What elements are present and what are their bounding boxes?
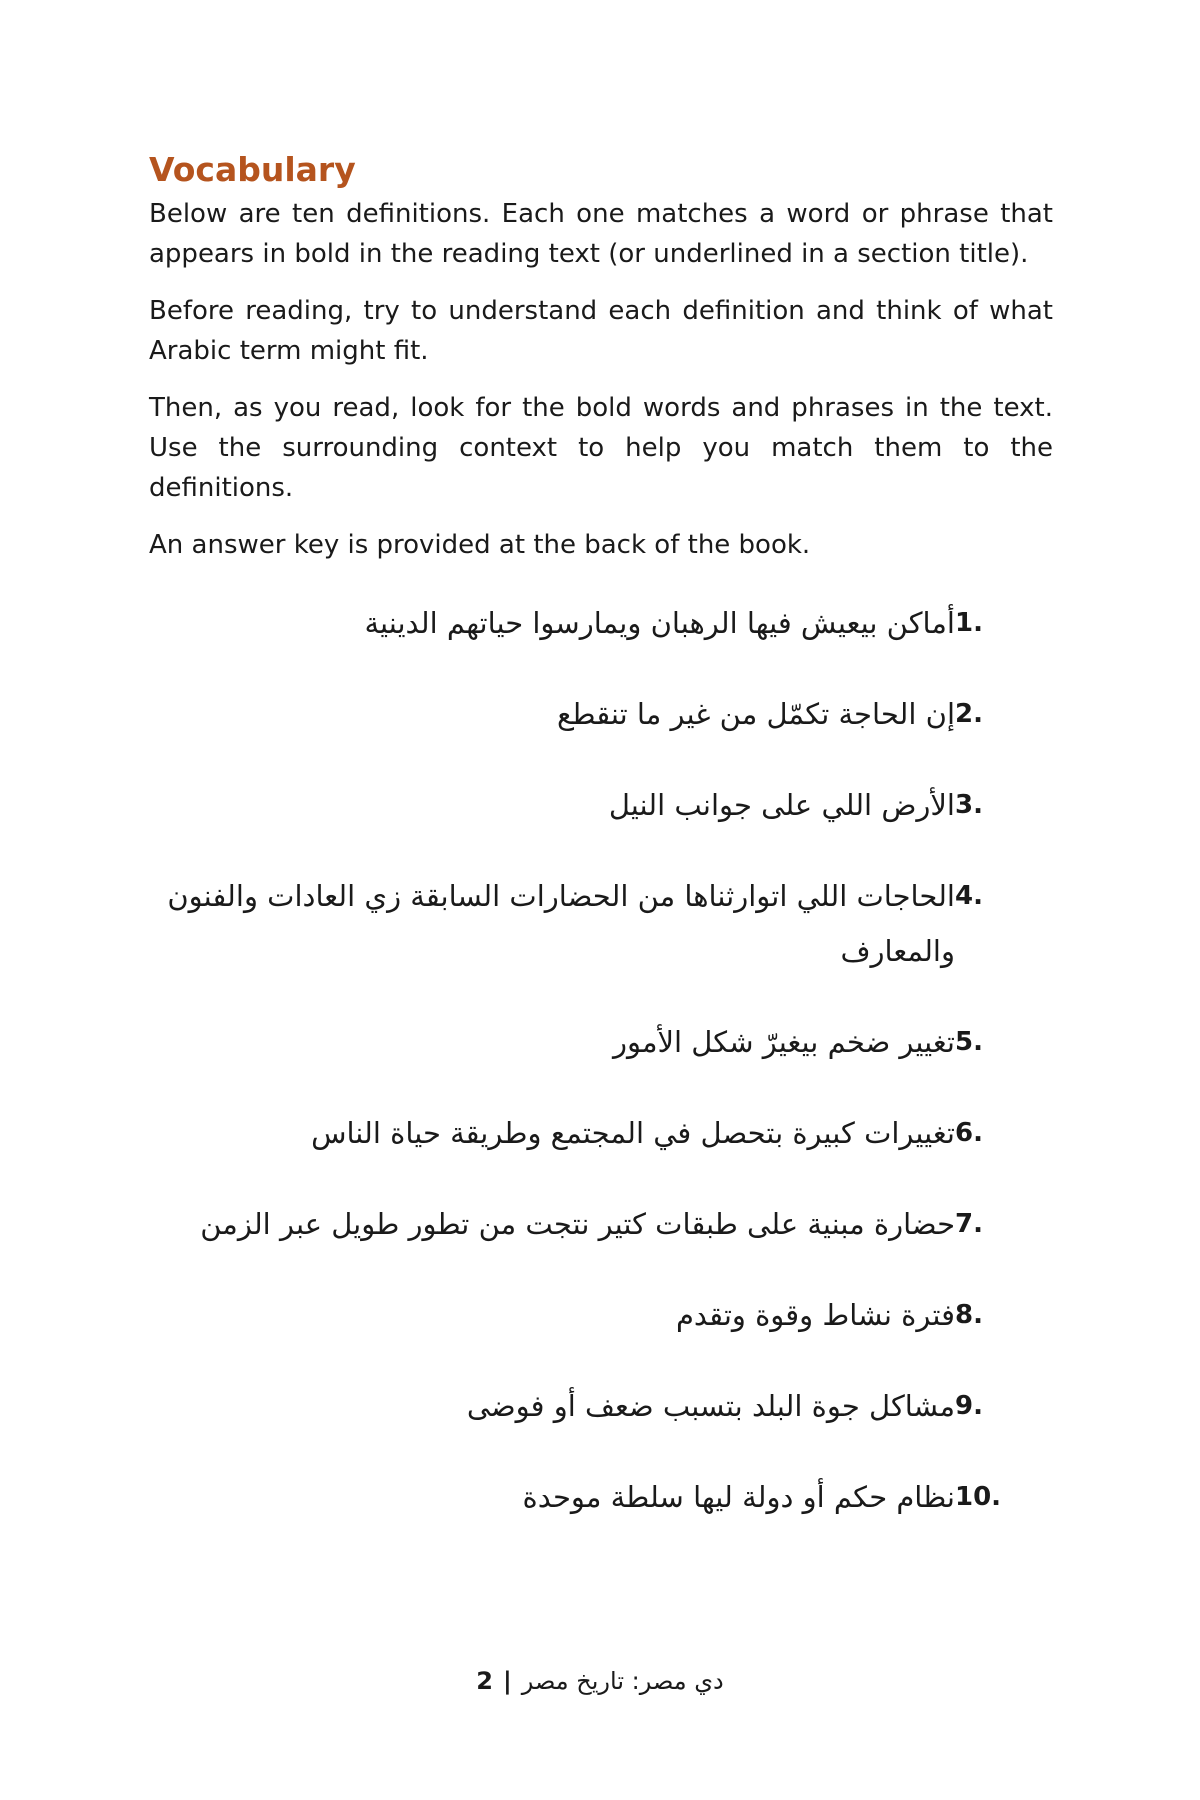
definition-number: 6. bbox=[955, 1118, 983, 1148]
intro-paragraph: Then, as you read, look for the bold words and phrases in the text. Use the surrounding context to help you match them to the definitions. bbox=[149, 393, 1053, 503]
definition-number: 3. bbox=[955, 790, 983, 820]
definition-text: فترة نشاط وقوة وتقدم bbox=[675, 1298, 955, 1332]
definition-text: حضارة مبنية على طبقات كتير نتجت من تطور طويل عبر الزمن bbox=[200, 1207, 955, 1241]
definition-number: 10. bbox=[955, 1482, 1002, 1512]
definition-item bbox=[150, 687, 1005, 742]
definition-item bbox=[150, 1197, 1005, 1252]
definition-text: إن الحاجة تكمّل من غير ما تنقطع bbox=[556, 697, 955, 731]
intro-paragraph: Before reading, try to understand each definition and think of what Arabic term might fit. bbox=[149, 296, 1053, 366]
definition-text: نظام حكم أو دولة ليها سلطة موحدة bbox=[522, 1480, 955, 1514]
definition-text: مشاكل جوة البلد بتسبب ضعف أو فوضى bbox=[466, 1389, 955, 1423]
definition-number: 5. bbox=[955, 1027, 983, 1057]
book-title: دي مصر: تاريخ مصر bbox=[521, 1667, 724, 1695]
definition-number: 2. bbox=[955, 699, 983, 729]
definition-item bbox=[150, 1379, 1005, 1434]
definition-item bbox=[150, 1470, 1005, 1525]
vocabulary-section bbox=[149, 148, 1053, 565]
definition-item bbox=[150, 596, 1005, 651]
definition-number: 9. bbox=[955, 1391, 983, 1421]
intro-text bbox=[149, 194, 1053, 565]
definition-item bbox=[150, 1288, 1005, 1343]
page-footer bbox=[0, 1664, 1200, 1698]
definition-text: تغيير ضخم بيغيرّ شكل الأمور bbox=[612, 1025, 955, 1059]
section-title: Vocabulary bbox=[149, 150, 356, 189]
definition-number: 7. bbox=[955, 1209, 983, 1239]
definition-number: 8. bbox=[955, 1300, 983, 1330]
page-number: 2 bbox=[476, 1667, 493, 1695]
definition-item bbox=[150, 1015, 1005, 1070]
definition-item bbox=[150, 778, 1005, 833]
definition-number: 4. bbox=[955, 881, 983, 911]
definitions-list bbox=[150, 596, 1005, 1561]
definition-text: الحاجات اللي اتوارثناها من الحضارات السابقة زي العادات والفنون والمعارف bbox=[167, 879, 955, 968]
definition-item bbox=[150, 1106, 1005, 1161]
definition-item bbox=[150, 869, 1005, 979]
intro-paragraph: An answer key is provided at the back of the book. bbox=[149, 530, 811, 560]
definition-number: 1. bbox=[955, 608, 983, 638]
definition-text: تغييرات كبيرة بتحصل في المجتمع وطريقة حياة الناس bbox=[311, 1116, 955, 1150]
footer-separator: | bbox=[502, 1667, 512, 1695]
intro-paragraph: Below are ten definitions. Each one matches a word or phrase that appears in bold in the reading text (or underlined in a section title). bbox=[149, 199, 1053, 269]
definition-text: أماكن بيعيش فيها الرهبان ويمارسوا حياتهم الدينية bbox=[364, 606, 955, 640]
definition-text: الأرض اللي على جوانب النيل bbox=[608, 788, 955, 822]
